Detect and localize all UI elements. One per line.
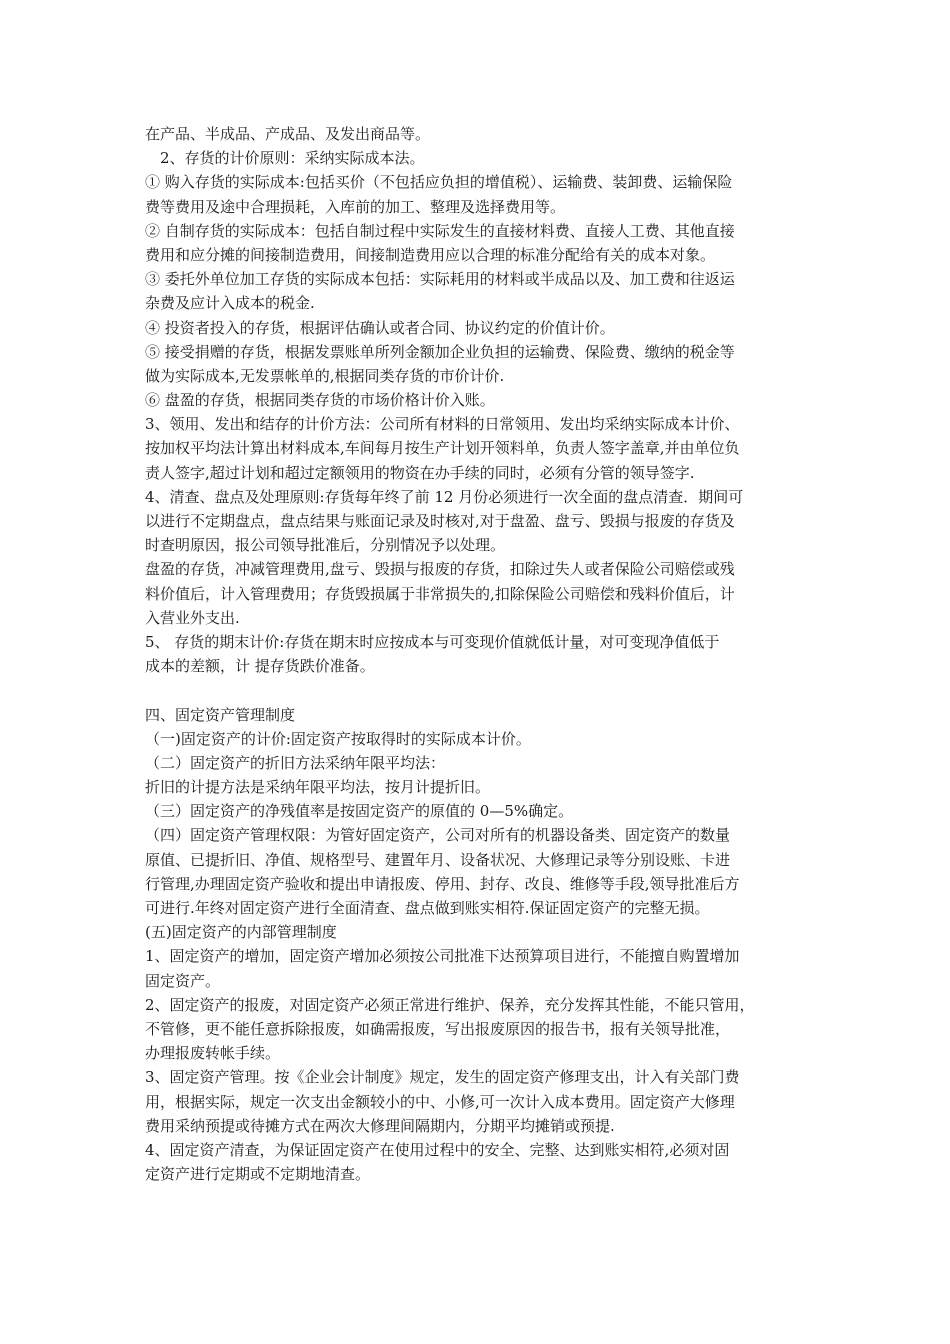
text-line: 杂费及应计入成本的税金. — [145, 294, 315, 313]
text-line: ③ 委托外单位加工存货的实际成本包括：实际耗用的材料或半成品以及、加工费和往返运 — [145, 270, 735, 289]
text-line: 3、领用、发出和结存的计价方法：公司所有材料的日常领用、发出均采纳实际成本计价、 — [145, 415, 740, 434]
text-line: 3、固定资产管理。按《企业会计制度》规定，发生的固定资产修理支出，计入有关部门费 — [145, 1068, 740, 1087]
text-line: 固定资产。 — [145, 971, 221, 990]
text-line: （四）固定资产管理权限：为管好固定资产，公司对所有的机器设备类、固定资产的数量 — [145, 826, 731, 845]
text-line: （一)固定资产的计价:固定资产按取得时的实际成本计价。 — [145, 729, 531, 748]
text-line: 折旧的计提方法是采纳年限平均法，按月计提折旧。 — [145, 778, 491, 797]
text-line: 4、清查、盘点及处理原则:存货每年终了前 12 月份必须进行一次全面的盘点清查．期间可 — [145, 487, 744, 506]
text-line: ⑥ 盘盈的存货，根据同类存货的市场价格计价入账。 — [145, 391, 495, 410]
text-line: 按加权平均法计算出材料成本,车间每月按生产计划开领料单，负责人签字盖章,并由单位负 — [145, 439, 740, 458]
text-line: 费等费用及途中合理损耗，入库前的加工、整理及选择费用等。 — [145, 197, 566, 216]
text-line: 成本的差额，计 提存货跌价准备。 — [145, 657, 375, 676]
text-line: 1、固定资产的增加，固定资产增加必须按公司批准下达预算项目进行，不能擅自购置增加 — [145, 947, 740, 966]
text-line: 费用采纳预提或待摊方式在两次大修理间隔期内，分期平均摊销或预提. — [145, 1116, 615, 1135]
text-line: 入营业外支出. — [145, 608, 240, 627]
text-line: 费用和应分摊的间接制造费用，间接制造费用应以合理的标准分配给有关的成本对象。 — [145, 245, 716, 264]
text-line: 责人签字,超过计划和超过定额领用的物资在办手续的同时，必须有分管的领导签字. — [145, 463, 695, 482]
text-line: 4、固定资产清查，为保证固定资产在使用过程中的安全、完整、达到账实相符,必须对固 — [145, 1140, 730, 1159]
text-line: 原值、已提折旧、净值、规格型号、建置年月、设备状况、大修理记录等分别设账、卡进 — [145, 850, 731, 869]
text-line: 2、存货的计价原则：采纳实际成本法。 — [160, 149, 425, 168]
text-line: 行管理,办理固定资产验收和提出申请报废、停用、封存、改良、维修等手段,领导批准后方 — [145, 874, 740, 893]
text-line: 5、 存货的期末计价:存货在期末时应按成本与可变现价值就低计量，对可变现净值低于 — [145, 632, 720, 651]
text-line: ② 自制存货的实际成本：包括自制过程中实际发生的直接材料费、直接人工费、其他直接 — [145, 221, 735, 240]
text-line: 可进行.年终对固定资产进行全面清查、盘点做到账实相符.保证固定资产的完整无损。 — [145, 899, 710, 917]
text-line: 时查明原因，报公司领导批准后，分别情况予以处理。 — [145, 536, 506, 555]
section-heading: 四、固定资产管理制度 — [145, 705, 296, 724]
document-body — [145, 122, 810, 1186]
blank-line — [145, 678, 810, 702]
text-line: 在产品、半成品、产成品、及发出商品等。 — [145, 125, 431, 143]
text-line: 做为实际成本,无发票帐单的,根据同类存货的市价计价. — [145, 366, 505, 385]
text-line: ① 购入存货的实际成本:包括买价（不包括应负担的增值税）、运输费、装卸费、运输保险 — [145, 173, 733, 192]
text-line: （二）固定资产的折旧方法采纳年限平均法： — [145, 753, 446, 772]
text-line: 办理报废转帐手续。 — [145, 1044, 281, 1063]
text-line: ⑤ 接受捐赠的存货，根据发票账单所列金额加企业负担的运输费、保险费、缴纳的税金等 — [145, 342, 735, 361]
text-line: (五)固定资产的内部管理制度 — [145, 923, 337, 942]
text-line: （三）固定资产的净残值率是按固定资产的原值的 0—5%确定。 — [145, 802, 574, 821]
text-line: 用，根据实际，规定一次支出金额较小的中、小修,可一次计入成本费用。固定资产大修理 — [145, 1092, 735, 1111]
text-line: ④ 投资者投入的存货，根据评估确认或者合同、协议约定的价值计价。 — [145, 318, 615, 337]
text-line: 盘盈的存货，冲减管理费用,盘亏、毁损与报废的存货，扣除过失人或者保险公司赔偿或残 — [145, 560, 735, 579]
text-line: 定资产进行定期或不定期地清查。 — [145, 1165, 371, 1184]
text-line: 2、固定资产的报废，对固定资产必须正常进行维护、保养，充分发挥其性能，不能只管用， — [145, 995, 755, 1014]
text-line: 料价值后，计入管理费用；存货毁损属于非常损失的,扣除保险公司赔偿和残料价值后，计 — [145, 584, 735, 603]
text-line: 以进行不定期盘点，盘点结果与账面记录及时核对,对于盘盈、盘亏、毁损与报废的存货及 — [145, 512, 735, 530]
text-line: 不管修，更不能任意拆除报废，如确需报废，写出报废原因的报告书，报有关领导批准， — [145, 1019, 731, 1038]
